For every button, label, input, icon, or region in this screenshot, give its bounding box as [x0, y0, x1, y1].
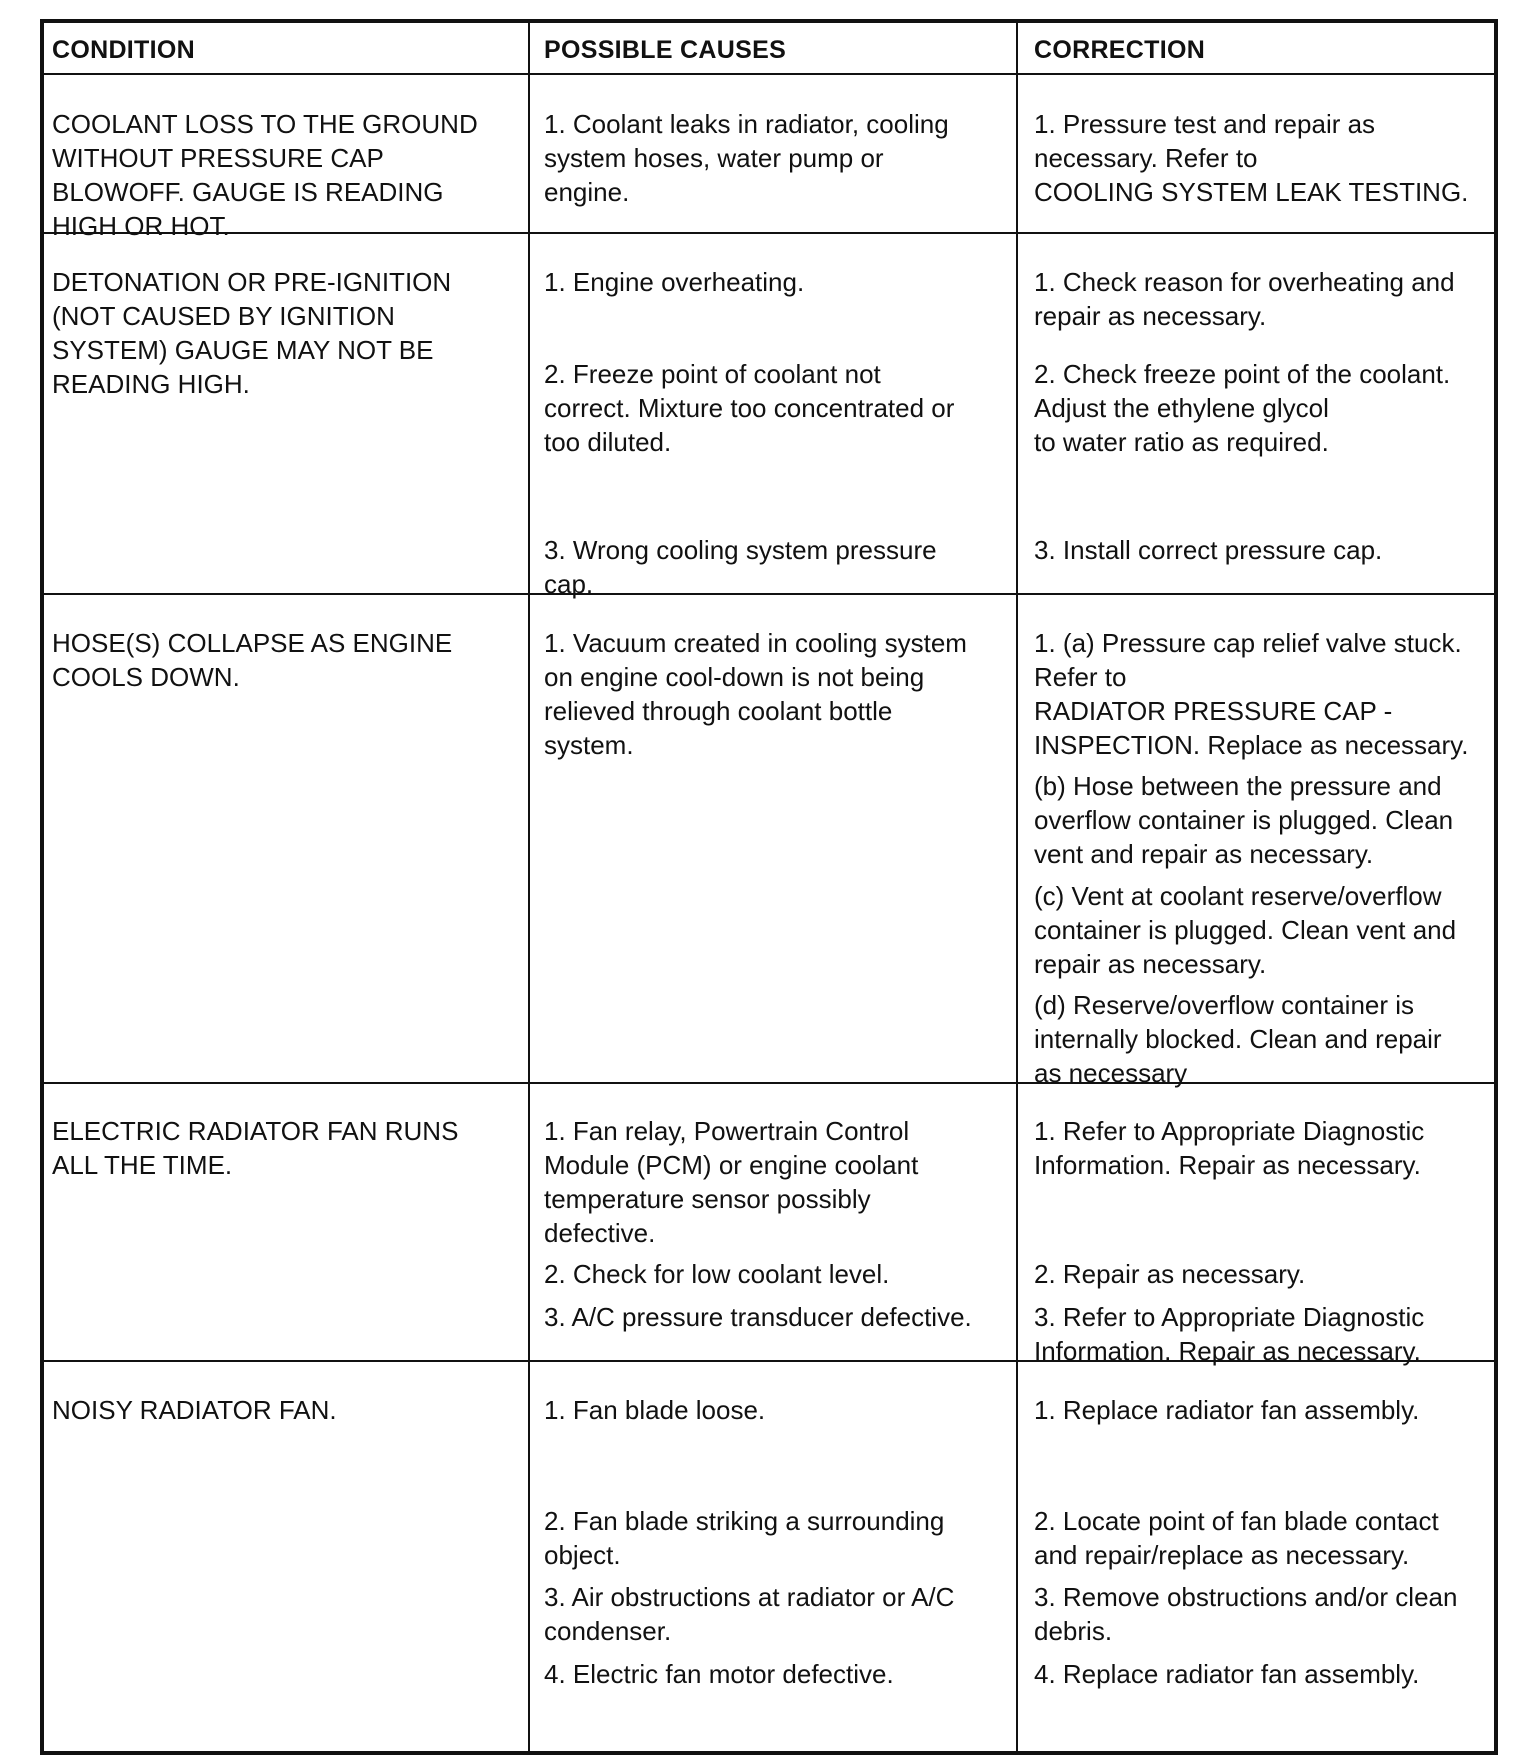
- cause-text: 2. Fan blade striking a surrounding object.: [544, 1506, 945, 1570]
- cause-text: 1. Fan relay, Powertrain Control Module (PCM) or engine coolant temperature sensor possibly defective.: [544, 1116, 919, 1248]
- correction-text: 1. Refer to Appropriate Diagnostic Information. Repair as necessary.: [1034, 1116, 1425, 1180]
- column-divider: [1016, 23, 1018, 1751]
- table-row: [44, 1362, 1494, 1751]
- table-row: [44, 1084, 1494, 1366]
- cause-text: 3. A/C pressure transducer defective.: [544, 1302, 972, 1332]
- correction-text: 1. Pressure test and repair as necessary. Refer to COOLING SYSTEM LEAK TESTING.: [1034, 109, 1469, 207]
- correction-text: 1. Replace radiator fan assembly.: [1034, 1395, 1420, 1425]
- cause-text: 1. Engine overheating.: [544, 267, 805, 297]
- correction-text: 2. Locate point of fan blade contact and repair/replace as necessary.: [1034, 1506, 1439, 1570]
- cause-text: 1. Fan blade loose.: [544, 1395, 766, 1425]
- condition-text: HOSE(S) COLLAPSE AS ENGINE COOLS DOWN.: [52, 628, 453, 692]
- correction-text: 3. Install correct pressure cap.: [1034, 535, 1383, 565]
- table-row: [44, 234, 1494, 599]
- correction-text: 1. Check reason for overheating and repair as necessary.: [1034, 267, 1455, 331]
- correction-text: 1. (a) Pressure cap relief valve stuck. Refer to RADIATOR PRESSURE CAP - INSPECTION. Replace as necessary.: [1034, 628, 1469, 760]
- column-divider: [528, 23, 530, 1751]
- cause-text: 2. Freeze point of coolant not correct. Mixture too concentrated or too diluted.: [544, 359, 955, 457]
- cause-text: 1. Coolant leaks in radiator, cooling system hoses, water pump or engine.: [544, 109, 949, 207]
- cause-text: 1. Vacuum created in cooling system on engine cool-down is not being relieved through coolant bottle system.: [544, 628, 967, 760]
- correction-text: 2. Check freeze point of the coolant. Adjust the ethylene glycol to water ratio as required.: [1034, 359, 1451, 457]
- correction-text: 3. Refer to Appropriate Diagnostic Information. Repair as necessary.: [1034, 1302, 1425, 1366]
- table-row: [44, 75, 1494, 241]
- correction-text: (d) Reserve/overflow container is internally blocked. Clean and repair as necessary: [1034, 990, 1442, 1088]
- cause-text: 3. Air obstructions at radiator or A/C condenser.: [544, 1582, 955, 1646]
- correction-text: 3. Remove obstructions and/or clean debris.: [1034, 1582, 1458, 1646]
- table-row: [44, 595, 1494, 1088]
- correction-text: 2. Repair as necessary.: [1034, 1259, 1306, 1289]
- correction-text: (c) Vent at coolant reserve/overflow container is plugged. Clean vent and repair as necessary.: [1034, 881, 1457, 979]
- condition-text: COOLANT LOSS TO THE GROUND WITHOUT PRESSURE CAP BLOWOFF. GAUGE IS READING HIGH OR HOT.: [52, 109, 478, 241]
- diagnosis-table: [40, 19, 1498, 1755]
- header-correction: CORRECTION: [1034, 36, 1206, 64]
- cause-text: 3. Wrong cooling system pressure cap.: [544, 535, 937, 599]
- correction-text: (b) Hose between the pressure and overflow container is plugged. Clean vent and repair as necessary.: [1034, 771, 1454, 869]
- correction-text: 4. Replace radiator fan assembly.: [1034, 1659, 1420, 1689]
- header-possible-causes: POSSIBLE CAUSES: [544, 36, 787, 64]
- table-header-row: [44, 23, 1494, 75]
- condition-text: NOISY RADIATOR FAN.: [52, 1395, 337, 1425]
- condition-text: ELECTRIC RADIATOR FAN RUNS ALL THE TIME.: [52, 1116, 459, 1180]
- cause-text: 2. Check for low coolant level.: [544, 1259, 890, 1289]
- header-condition: CONDITION: [52, 36, 195, 64]
- cause-text: 4. Electric fan motor defective.: [544, 1659, 894, 1689]
- condition-text: DETONATION OR PRE-IGNITION (NOT CAUSED BY IGNITION SYSTEM) GAUGE MAY NOT BE READING HIGH.: [52, 267, 452, 399]
